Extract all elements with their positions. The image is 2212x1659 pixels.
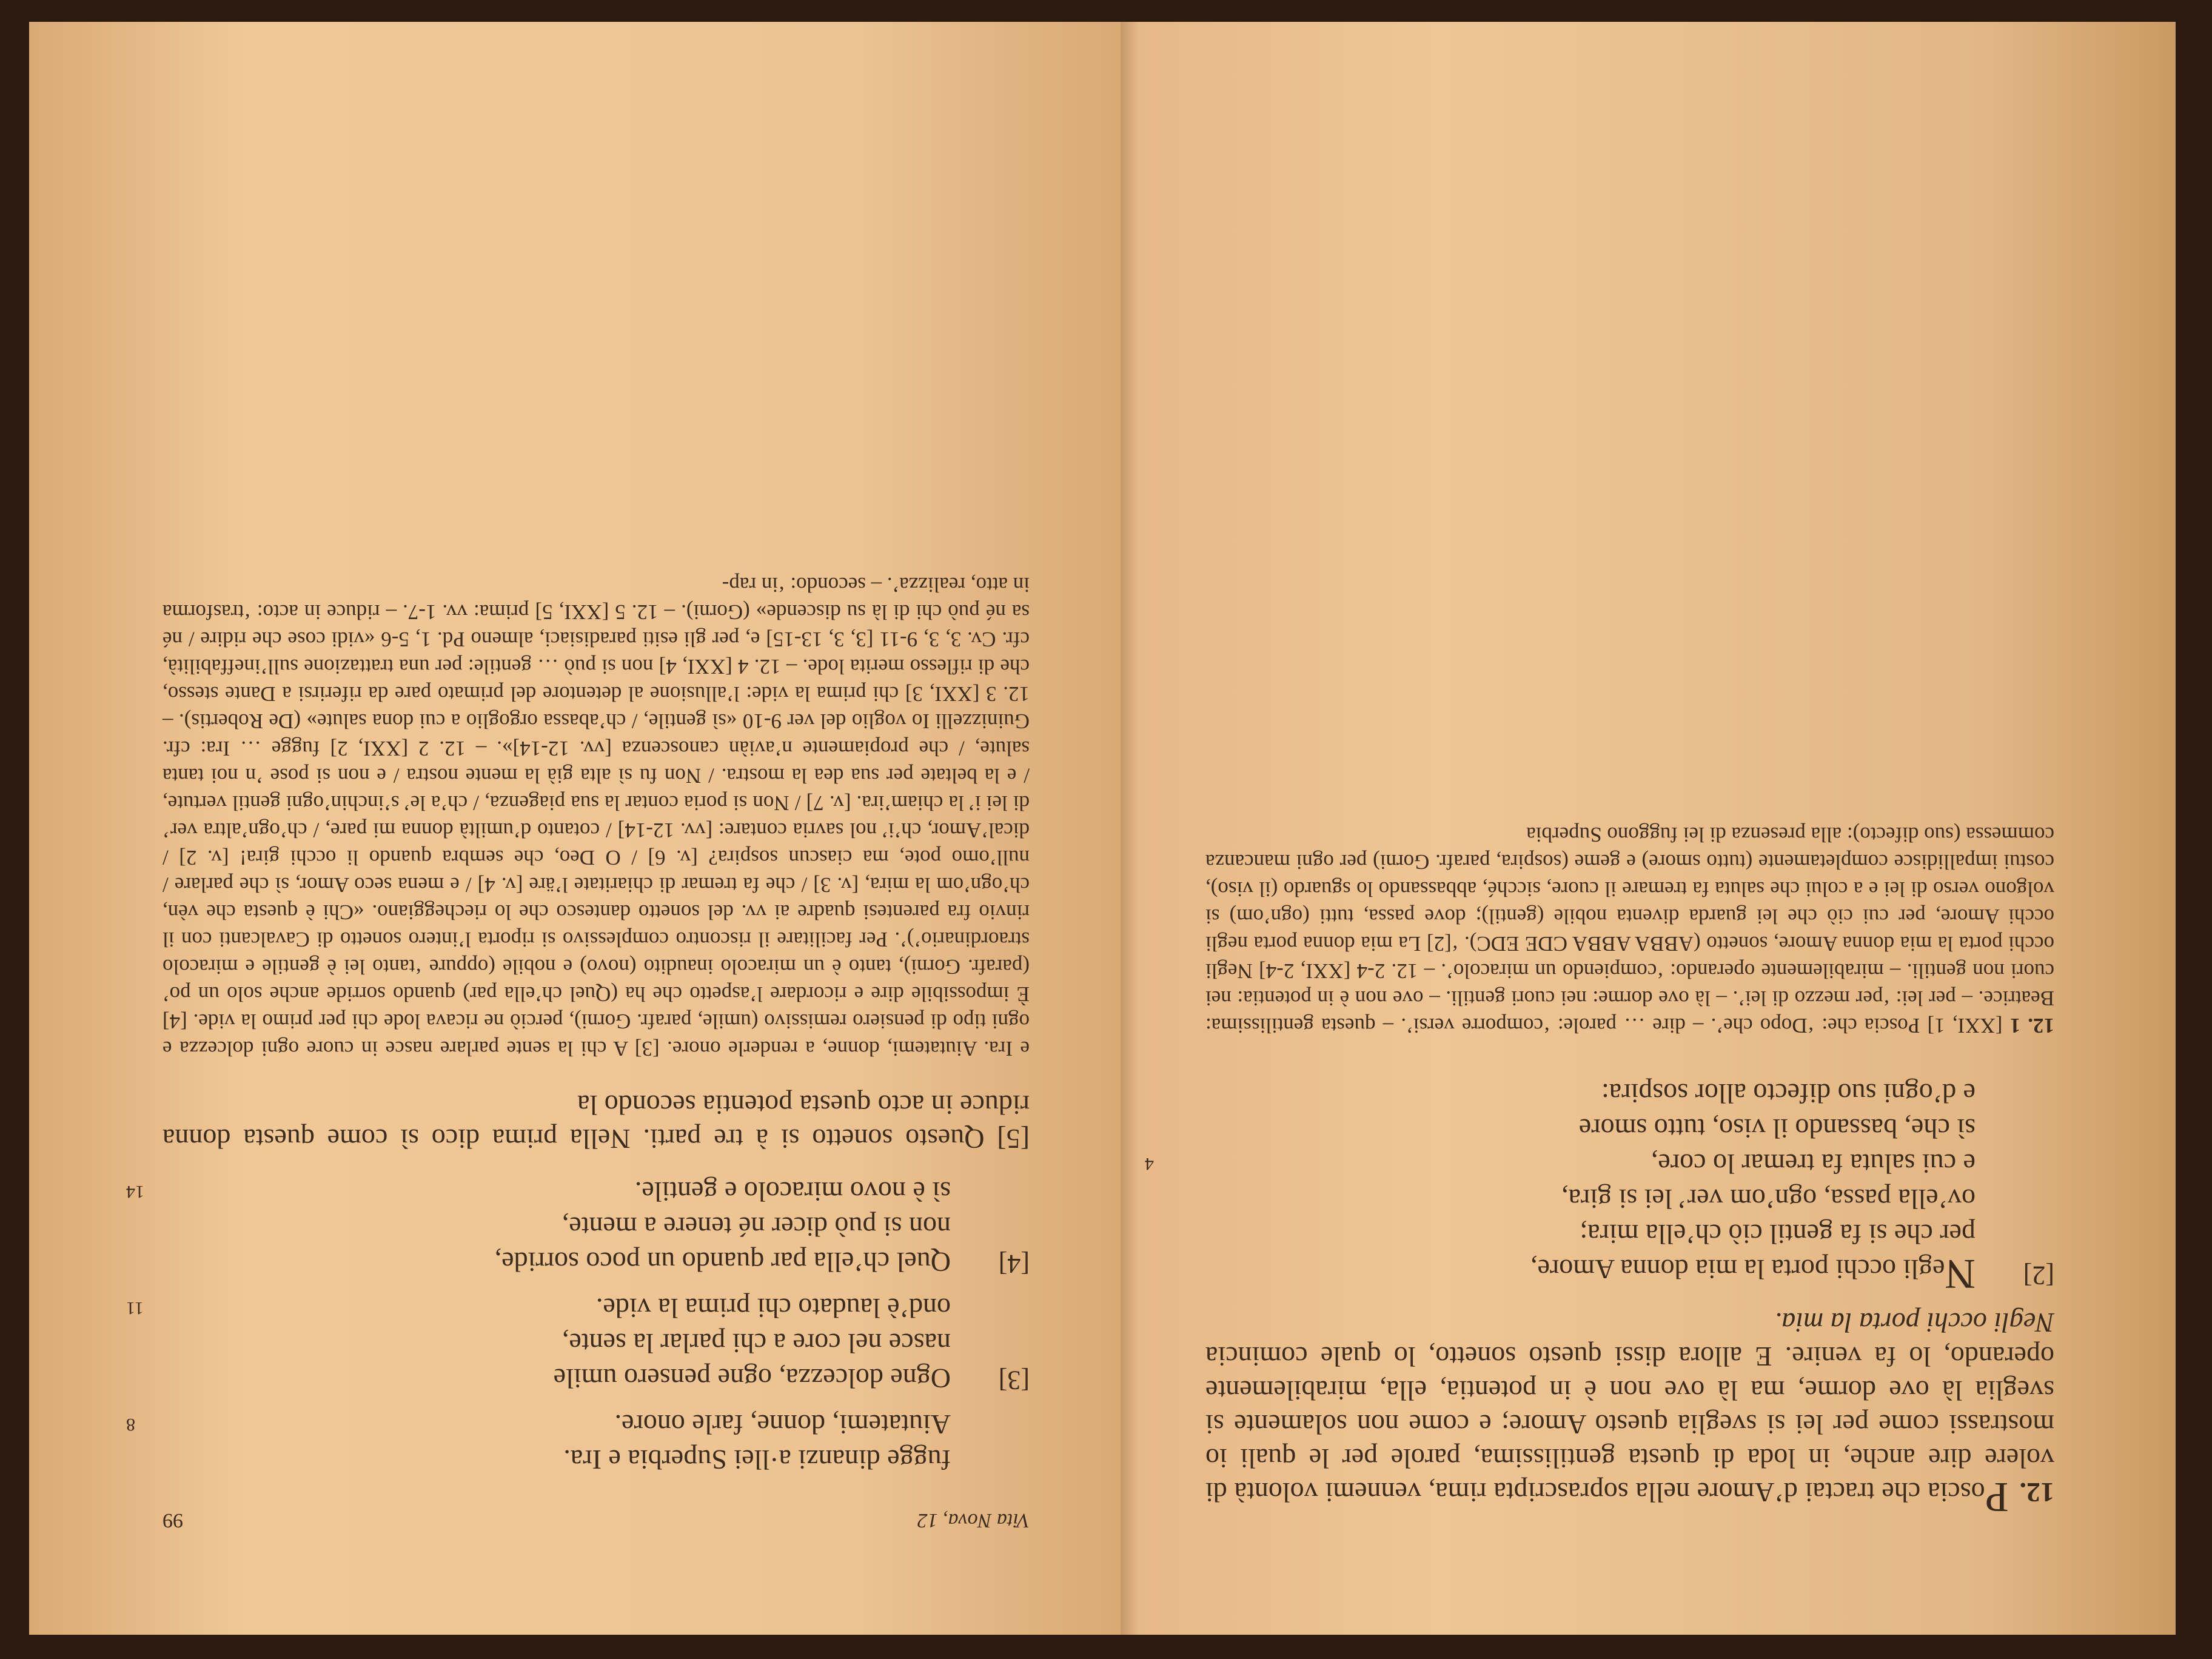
poem-line-8: Aiutatemi, donne, farle onore. 8: [163, 1407, 951, 1442]
chapter-initial: P: [1985, 1473, 2009, 1520]
poem-line-10: nasce nel core a chi parlar la sente,: [561, 1328, 951, 1359]
chapter-12-prose: [1205, 1305, 2054, 1520]
section-label-3: [3]: [998, 1366, 1030, 1395]
right-page-content: [126, 571, 1030, 1532]
left-page-content: [1145, 821, 2054, 1520]
poem-line-5: sì che, bassando il viso, tutto smore: [1578, 1113, 1976, 1144]
chapter-text: oscia che tractai d’Amore nella soprascripta rima, vennemi volontà di volere dire anche, in loda di questa gentilissima, parole per le quali io mostrassi come per lei si sveglia questo Amore; e come non solamente si sveglia là ove dorme, ma là ove non è in potentia, ella, mirabilemente operando, lo fa venire. E allora dissi questo sonetto, lo quale comincia: [1205, 1341, 2054, 1508]
section-label-4: [4]: [998, 1249, 1030, 1279]
note-text: [XXI, 1] Poscia che: ‘Dopo che’. – dire … parole: ‘comporre versi’. – questa gentilissima: Beatrice. – per lei: ‘per mezzo di lei’. – là ove dorme: nei cuori gentili. – ove non è in potentia: nei cuori non gentili. – mirabilemente operando: ‘compiendo un miracolo’. – 12. 2-4 [XXI, 2-4] Negli occhi porta la mia donna Amore, sonetto (ABBA ABBA CDE EDC). ‘[2] La mia donna porta negli occhi Amore, per cui ciò che lei guarda diventa nobile (gentil); dove passa, tutti (ogn’om) si volgono verso di lei e a colui che saluta fa tremare il cuore, sicché, abbassando lo sguardo (il viso), costui impallidisce completamente (tutto smore) e geme (sospira, parafr. Gorni) per ogni mancanza commessa (suo difecto): alla presenza di lei fuggono Superbia: [1205, 823, 2054, 1037]
running-head: [163, 1501, 1030, 1532]
chapter-incipit: Negli occhi porta la mia.: [1774, 1307, 2054, 1338]
line-number: 4: [1145, 1154, 1154, 1174]
line-number-11: 11: [126, 1298, 144, 1318]
division-prose: [5] Questo sonetto si à tre parti. Nella prima dico sì come questa donna riduce in acto questa potentia secondo la: [163, 1090, 1030, 1155]
line-number-14: 14: [126, 1182, 144, 1202]
note-ref: 12. 1: [2009, 1014, 2054, 1037]
right-page: [29, 22, 1121, 1635]
poem-line-9: Ogne dolcezza, ogne pensero umile: [553, 1363, 951, 1394]
left-page: [1121, 22, 2176, 1635]
section-label: [2]: [2023, 1261, 2054, 1290]
chapter-number: 12.: [2019, 1477, 2054, 1508]
sonnet-stanza-1: [1145, 1076, 2054, 1297]
sonnet-stanza-3: [126, 1290, 1030, 1396]
poem-line-13: non si può dicer né tenere a mente,: [561, 1212, 951, 1242]
running-title: Vita Nova, 12: [917, 1509, 1030, 1532]
sonnet-stanza-2-end: [126, 1407, 1030, 1477]
commentary-note: [1205, 821, 2054, 1039]
poem-line-6: e d’ogni suo difecto allor sospira:: [1601, 1078, 1976, 1109]
poem-line-3: ov’ella passa, ogn’om ver’ lei si gira,: [1561, 1184, 1976, 1215]
sonnet-stanza-4: [126, 1174, 1030, 1279]
poem-line-14: sì è novo miracolo e gentile. 14: [163, 1174, 951, 1209]
poem-line-4: e cui saluta fa tremar lo core, 4: [1205, 1146, 1976, 1181]
poem-initial: N: [1945, 1250, 1976, 1297]
poem-line-1: Negli occhi porta la mia donna Amore,: [1530, 1250, 1976, 1297]
line-number-8: 8: [126, 1415, 135, 1435]
page-number: 99: [163, 1509, 183, 1532]
poem-line-7: fugge dinanzi a·llei Superbia e Ira.: [563, 1444, 951, 1475]
poem-line-2: per che si fa gentil ciò ch’ella mira;: [1580, 1219, 1976, 1250]
poem-line-12: Quel ch’ella par quando un poco sorride,: [494, 1247, 951, 1278]
poem-line-11: ond’è laudato chi prima la vide. 11: [163, 1290, 951, 1326]
commentary-note-continued: e Ira. Aiutatemi, donne, a renderle onore. [3] A chi la sente parlare nasce in cuore ogni dolcezza e ogni tipo di pensiero remissivo (umile, parafr. Gorni), perciò ne ricava lode chi per primo la vide. [4] È impossibile dire e ricordare l’aspetto che ha (Quel ch’ella par) quando sorride anche solo un po’ (parafr. Gorni), tanto è un miracolo inaudito (novo) e nobile (oppure ‘tanto lei è gentile e miracolo straordinario’)’. Per facilitare il riscontro complessivo si riporta l’intero sonetto di Cavalcanti con il rinvio fra parentesi quadre ai vv. del sonetto dantesco che lo riecheggiano. «Chi è questa che vèn, ch’ogn’om la mira, [v. 3] / che fa tremar di chiaritate l’äre [v. 4] / e mena seco Amor, sì che parlare / null’omo pote, ma ciascun sospira? [v. 6] / O Deo, che sembra quando li occhi gira! [v. 2] / dical’Amor, ch’i’ nol savria contare: [vv. 12-14] / cotanto d’umiltà donna mi pare, / ch’ogn’altra ver’ di lei i’ la chiam’ira. [v. 7] / Non si poria contar la sua piagenza, / ch’a le’ s’inchin’ogni gentil vertute, / e la beltate per sua dea la mostra. / Non fu sì alta già la mente nostra / e non si pose ’n noi tanta salute, / che propiamente n’aviàn canoscenza [vv. 12-14]». – 12. 2 [XXI, 2] fugge … Ira: cfr. Guinizzelli Io voglio del ver 9-10 «sì gentile, / ch’abassa orgoglio a cui dona salute» (De Robertis). – 12. 3 [XXI, 3] chi prima la vide: l’allusione al detentore del primato pare da riferirsi a Dante stesso, che di riflesso merita lode. – 12. 4 [XXI, 4] non si può … gentile: per una trattazione sull’ineffabilità, cfr. Cv. 3, 3, 9-11 [3, 3, 13-15] e, per gli esiti paradisiaci, almeno Pd. 1, 5-6 «vidi cose che ridire / né sa né può chi di là su discende» (Gorni). – 12. 5 [XXI, 5] prima: vv. 1-7. – riduce in acto: ‘trasforma in atto, realizza’. – secondo: ‘in rap-: [163, 573, 1030, 1061]
